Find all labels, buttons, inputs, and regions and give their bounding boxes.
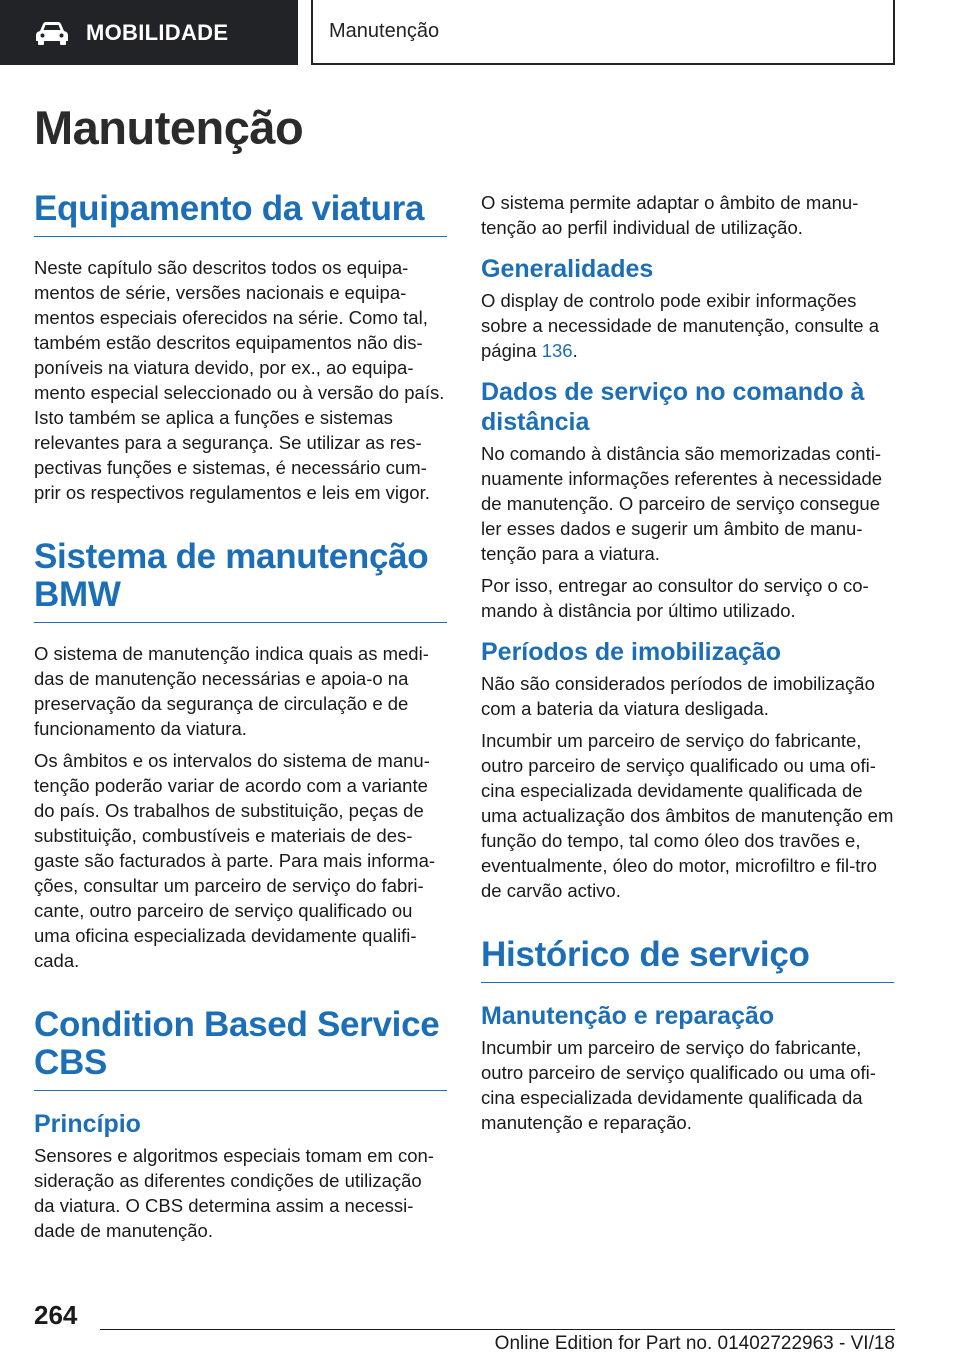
car-icon <box>34 20 70 46</box>
paragraph-intro: O sistema permite adaptar o âmbito de manu-tenção ao perfil individual de utilização. <box>481 192 859 238</box>
page-link[interactable]: 136 <box>541 340 573 361</box>
section-label: MOBILIDADE <box>86 19 229 45</box>
page-title: Manutenção <box>34 101 304 154</box>
heading-immobilization: Períodos de imobilização <box>481 638 782 666</box>
page-number: 264 <box>34 1300 78 1330</box>
breadcrumb-label: Manutenção <box>329 20 440 42</box>
footer-divider <box>100 1329 895 1330</box>
heading-equipment: Equipamento da viatura <box>34 190 447 237</box>
paragraph-general <box>481 288 894 363</box>
breadcrumb[interactable] <box>311 0 895 65</box>
heading-repair: Manutenção e reparação <box>481 1002 775 1030</box>
section-tab[interactable] <box>0 0 298 65</box>
paragraph-repair: Incumbir um parceiro de serviço do fabricante, outro parceiro de serviço qualificado ou uma ofi-cina especializada devidamente qualificada da manutenção e reparação. <box>481 1037 876 1133</box>
paragraph-immobilization-1: Não são considerados períodos de imobilização com a bateria da viatura desligada. <box>481 673 875 719</box>
heading-service-history: Histórico de serviço <box>481 936 894 983</box>
heading-general: Generalidades <box>481 255 654 283</box>
heading-remote-data: Dados de serviço no comando à distância <box>481 378 865 436</box>
paragraph-remote-1: No comando à distância são memorizadas conti-nuamente informações referentes à necessidade de manutenção. O parceiro de serviço consegue ler esses dados e sugerir um âmbito de manu-tenção para a viatura. <box>481 443 883 564</box>
paragraph-maintenance-system-1: O sistema de manutenção indica quais as medi-das de manutenção necessárias e apoia-o na preservação da segurança de circulação e de funcionamento da viatura. <box>34 643 429 739</box>
heading-principle: Princípio <box>34 1110 141 1138</box>
general-text: O display de controlo pode exibir informações sobre a necessidade de manutenção, consulte a página <box>481 290 880 361</box>
general-text-end: . <box>572 340 578 361</box>
paragraph-immobilization-2: Incumbir um parceiro de serviço do fabricante, outro parceiro de serviço qualificado ou uma ofi-cina especializada devidamente qualificada de uma actualização dos âmbitos de manutenção em função do tempo, tal como óleo dos travões e, eventualmente, óleo do motor, microfiltro e fil-tro de carvão activo. <box>481 730 894 901</box>
heading-maintenance-system: Sistema de manutenção BMW <box>34 538 447 623</box>
paragraph-remote-2: Por isso, entregar ao consultor do serviço o co-mando à distância por último utilizado. <box>481 575 869 621</box>
paragraph-equipment: Neste capítulo são descritos todos os equipa-mentos de série, versões nacionais e equipa-mentos especiais oferecidos na série. Como tal, também estão descritos equipamentos não dis-poníveis na viatura devido, por ex., ao equipa-mento especial seleccionado ou à versão do país. Isto também se aplica a funções e sistemas relevantes para a segurança. Se utilizar as res-pectivas funções e sistemas, é necessário cum-prir os respectivos regulamentos e leis em vigor. <box>34 257 445 503</box>
heading-cbs: Condition Based Service CBS <box>34 1006 447 1091</box>
edition-note: Online Edition for Part no. 01402722963 - VI/18 <box>494 1333 895 1354</box>
left-column <box>34 190 447 1250</box>
right-column <box>481 190 894 1142</box>
paragraph-principle: Sensores e algoritmos especiais tomam em con-sideração as diferentes condições de utilização da viatura. O CBS determina assim a necessi-dade de manutenção. <box>34 1145 434 1241</box>
paragraph-maintenance-system-2: Os âmbitos e os intervalos do sistema de manu-tenção poderão variar de acordo com a variante do país. Os trabalhos de substituição, peças de substituição, combustíveis e materiais de des-gaste são facturados à parte. Para mais informa-ções, consultar um parceiro de serviço do fabri-cante, outro parceiro de serviço qualificado ou uma oficina especializada devidamente qualifi-cada. <box>34 750 436 971</box>
